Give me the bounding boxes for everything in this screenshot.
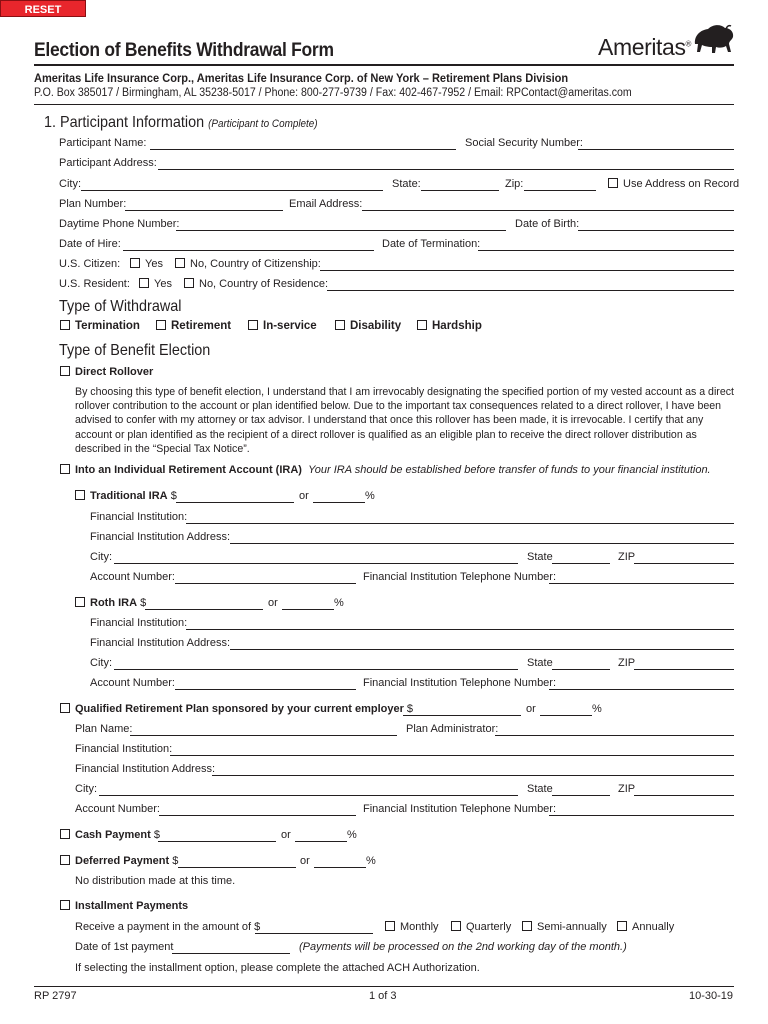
withdrawal-disability-option[interactable]: Disability <box>335 320 401 332</box>
page-number: 1 of 3 <box>369 990 397 1002</box>
direct-rollover-checkbox[interactable] <box>60 366 70 376</box>
qp-fin-phone-field[interactable] <box>549 815 734 816</box>
residence-country-field[interactable] <box>327 290 734 291</box>
qp-zip-field[interactable] <box>634 795 734 796</box>
bison-logo-icon <box>691 22 735 60</box>
state-field[interactable] <box>421 190 499 191</box>
traditional-ira-checkbox[interactable] <box>75 490 85 500</box>
plan-number-label: Plan Number: <box>59 198 127 210</box>
installment-checkbox[interactable] <box>60 900 70 910</box>
roth-account-field[interactable] <box>175 689 356 690</box>
roth-state-field[interactable] <box>552 669 610 670</box>
deferred-amount-field[interactable] <box>178 867 296 868</box>
participant-name-label: Participant Name: <box>59 137 147 149</box>
roth-fin-phone-label: Financial Institution Telephone Number: <box>363 677 557 689</box>
traditional-ira-option[interactable]: Traditional IRA $ <box>75 490 177 502</box>
roth-fin-inst-addr-label: Financial Institution Address: <box>90 637 231 649</box>
inservice-checkbox[interactable] <box>248 320 258 330</box>
quarterly-option[interactable]: Quarterly <box>451 921 511 933</box>
ameritas-logo: Ameritas® <box>598 34 692 60</box>
roth-city-field[interactable] <box>114 669 518 670</box>
qp-account-label: Account Number: <box>75 803 160 815</box>
traditional-ira-amount-field[interactable] <box>176 502 294 503</box>
trad-fin-inst-label: Financial Institution: <box>90 511 188 523</box>
percent-label: % <box>347 829 357 841</box>
trad-fin-phone-label: Financial Institution Telephone Number: <box>363 571 557 583</box>
ach-note: If selecting the installment option, please complete the attached ACH Authorization. <box>75 962 480 974</box>
first-payment-field[interactable] <box>172 953 290 954</box>
reset-form-button[interactable]: RESET FORM <box>0 0 86 17</box>
withdrawal-hardship-option[interactable]: Hardship <box>417 320 482 332</box>
ssn-label: Social Security Number: <box>465 137 583 149</box>
receive-payment-label: Receive a payment in the amount of $ <box>75 921 261 933</box>
trad-fin-inst-addr-field[interactable] <box>230 543 734 544</box>
roth-zip-field[interactable] <box>634 669 734 670</box>
direct-rollover-option[interactable]: Direct Rollover <box>60 366 153 378</box>
benefit-election-title: Type of Benefit Election <box>59 342 211 359</box>
trad-city-label: City: <box>90 551 112 563</box>
participant-address-label: Participant Address: <box>59 157 157 169</box>
qualified-plan-amount-field[interactable] <box>403 715 521 716</box>
installment-option[interactable]: Installment Payments <box>60 900 188 912</box>
roth-ira-option[interactable]: Roth IRA $ <box>75 597 146 609</box>
cash-percent-field[interactable] <box>295 841 347 842</box>
annually-checkbox[interactable] <box>617 921 627 931</box>
or-label: or <box>268 597 278 609</box>
city-label: City: <box>59 178 81 190</box>
trad-state-field[interactable] <box>552 563 610 564</box>
withdrawal-type-title: Type of Withdrawal <box>59 298 182 315</box>
roth-fin-inst-field[interactable] <box>186 629 734 630</box>
withdrawal-retirement-option[interactable]: Retirement <box>156 320 231 332</box>
date-term-label: Date of Termination: <box>382 238 481 250</box>
section-participant-title: 1. Participant Information (Participant to Complete) <box>44 114 318 131</box>
header-rule <box>34 64 734 66</box>
installment-amount-field[interactable] <box>255 933 373 934</box>
resident-no-option[interactable]: No, Country of Residence: <box>184 278 328 290</box>
us-resident-label: U.S. Resident: <box>59 278 130 290</box>
resident-yes-checkbox[interactable] <box>139 278 149 288</box>
us-citizen-label: U.S. Citizen: <box>59 258 121 270</box>
qp-fin-inst-label: Financial Institution: <box>75 743 173 755</box>
daytime-phone-field[interactable] <box>176 230 506 231</box>
withdrawal-termination-option[interactable]: Termination <box>60 320 140 332</box>
email-field[interactable] <box>362 210 734 211</box>
cash-amount-field[interactable] <box>158 841 276 842</box>
form-code: RP 2797 <box>34 990 77 1002</box>
roth-fin-inst-label: Financial Institution: <box>90 617 188 629</box>
header-rule-thin <box>34 104 734 105</box>
citizen-no-option[interactable]: No, Country of Citizenship: <box>175 258 321 270</box>
qualified-plan-checkbox[interactable] <box>60 703 70 713</box>
resident-no-checkbox[interactable] <box>184 278 194 288</box>
qualified-plan-option[interactable]: Qualified Retirement Plan sponsored by your current employer $ <box>60 703 413 715</box>
citizen-yes-checkbox[interactable] <box>130 258 140 268</box>
roth-zip-label: ZIP <box>618 657 636 669</box>
or-label: or <box>526 703 536 715</box>
first-payment-note: (Payments will be processed on the 2nd working day of the month.) <box>299 941 627 953</box>
daytime-phone-label: Daytime Phone Number: <box>59 218 180 230</box>
traditional-ira-percent-field[interactable] <box>313 502 365 503</box>
deferred-percent-field[interactable] <box>314 867 366 868</box>
percent-label: % <box>365 490 375 502</box>
plan-admin-label: Plan Administrator: <box>406 723 499 735</box>
qp-fin-phone-label: Financial Institution Telephone Number: <box>363 803 557 815</box>
cash-payment-checkbox[interactable] <box>60 829 70 839</box>
zip-label: Zip: <box>505 178 524 190</box>
percent-label: % <box>334 597 344 609</box>
roth-fin-inst-addr-field[interactable] <box>230 649 734 650</box>
trad-account-field[interactable] <box>175 583 356 584</box>
monthly-option[interactable]: Monthly <box>385 921 439 933</box>
trad-fin-inst-addr-label: Financial Institution Address: <box>90 531 231 543</box>
roth-state-label: State <box>527 657 553 669</box>
annually-option[interactable]: Annually <box>617 921 674 933</box>
quarterly-checkbox[interactable] <box>451 921 461 931</box>
company-line: Ameritas Life Insurance Corp., Ameritas Life Insurance Corp. of New York – Retirement Plans Division <box>34 71 569 85</box>
withdrawal-inservice-option[interactable]: In-service <box>248 320 317 332</box>
or-label: or <box>299 490 309 502</box>
roth-ira-checkbox[interactable] <box>75 597 85 607</box>
form-title: Election of Benefits Withdrawal Form <box>34 40 334 61</box>
dob-label: Date of Birth: <box>515 218 580 230</box>
participant-name-field[interactable] <box>150 149 456 150</box>
qp-zip-label: ZIP <box>618 783 636 795</box>
date-hire-label: Date of Hire: <box>59 238 121 250</box>
qp-fin-inst-field[interactable] <box>170 755 734 756</box>
trad-state-label: State <box>527 551 553 563</box>
hardship-checkbox[interactable] <box>417 320 427 330</box>
ssn-field[interactable] <box>578 149 734 150</box>
first-payment-label: Date of 1st payment <box>75 941 174 953</box>
participant-address-field[interactable] <box>158 169 734 170</box>
qp-city-label: City: <box>75 783 97 795</box>
citizenship-country-field[interactable] <box>320 270 734 271</box>
disability-checkbox[interactable] <box>335 320 345 330</box>
roth-ira-amount-field[interactable] <box>145 609 263 610</box>
resident-yes-option[interactable]: Yes <box>139 278 172 290</box>
email-label: Email Address: <box>289 198 363 210</box>
plan-number-field[interactable] <box>125 210 283 211</box>
monthly-checkbox[interactable] <box>385 921 395 931</box>
use-address-option[interactable]: Use Address on Record <box>608 178 739 190</box>
retirement-checkbox[interactable] <box>156 320 166 330</box>
roth-account-label: Account Number: <box>90 677 175 689</box>
trad-city-field[interactable] <box>114 563 518 564</box>
termination-checkbox[interactable] <box>60 320 70 330</box>
qualified-plan-percent-field[interactable] <box>540 715 592 716</box>
plan-name-field[interactable] <box>130 735 397 736</box>
ira-option[interactable]: Into an Individual Retirement Account (IRA) Your IRA should be established before transfer of funds to your financial institution. <box>60 464 711 476</box>
date-term-field[interactable] <box>478 250 734 251</box>
trad-zip-label: ZIP <box>618 551 636 563</box>
no-distribution-note: No distribution made at this time. <box>75 875 236 887</box>
citizen-yes-option[interactable]: Yes <box>130 258 163 270</box>
qp-fin-inst-addr-field[interactable] <box>212 775 734 776</box>
plan-admin-field[interactable] <box>495 735 734 736</box>
or-label: or <box>281 829 291 841</box>
roth-fin-phone-field[interactable] <box>549 689 734 690</box>
deferred-payment-checkbox[interactable] <box>60 855 70 865</box>
use-address-checkbox[interactable] <box>608 178 618 188</box>
qp-state-label: State <box>527 783 553 795</box>
qp-state-field[interactable] <box>552 795 610 796</box>
or-label: or <box>300 855 310 867</box>
contact-address: P.O. Box 385017 / Birmingham, AL 35238-5017 / Phone: 800-277-9739 / Fax: 402-467-7952 / Email: RPContact@ameritas.com <box>34 87 632 99</box>
footer-rule <box>34 986 734 987</box>
ira-checkbox[interactable] <box>60 464 70 474</box>
percent-label: % <box>366 855 376 867</box>
date-hire-field[interactable] <box>123 250 374 251</box>
rollover-paragraph: By choosing this type of benefit election, I understand that I am irrevocably designating the specified portion of my vested account as a direct rollover contribution to the account or plan identified below. Due to the important tax consequences related to a direct rollover, I have been advised to confer with my attorney or tax advisor. I understand that once this rollover has been made, it is irrevocable. I certify that any account or plan identified as the recipient of a direct rollover is qualified as an eligible plan to receive the direct rollover distribution as described in the “Special Tax Notice”. <box>75 386 734 455</box>
trad-fin-inst-field[interactable] <box>186 523 734 524</box>
cash-payment-option[interactable]: Cash Payment $ <box>60 829 160 841</box>
semiannually-option[interactable]: Semi-annually <box>522 921 607 933</box>
zip-field[interactable] <box>524 190 596 191</box>
trad-account-label: Account Number: <box>90 571 175 583</box>
percent-label: % <box>592 703 602 715</box>
trad-fin-phone-field[interactable] <box>549 583 734 584</box>
state-label: State: <box>392 178 421 190</box>
qp-city-field[interactable] <box>99 795 518 796</box>
roth-ira-percent-field[interactable] <box>282 609 334 610</box>
dob-field[interactable] <box>578 230 734 231</box>
city-field[interactable] <box>81 190 383 191</box>
trad-zip-field[interactable] <box>634 563 734 564</box>
roth-city-label: City: <box>90 657 112 669</box>
qp-account-field[interactable] <box>159 815 356 816</box>
form-date: 10-30-19 <box>689 990 734 1002</box>
citizen-no-checkbox[interactable] <box>175 258 185 268</box>
qp-fin-inst-addr-label: Financial Institution Address: <box>75 763 216 775</box>
semiannually-checkbox[interactable] <box>522 921 532 931</box>
plan-name-label: Plan Name: <box>75 723 133 735</box>
deferred-payment-option[interactable]: Deferred Payment $ <box>60 855 178 867</box>
